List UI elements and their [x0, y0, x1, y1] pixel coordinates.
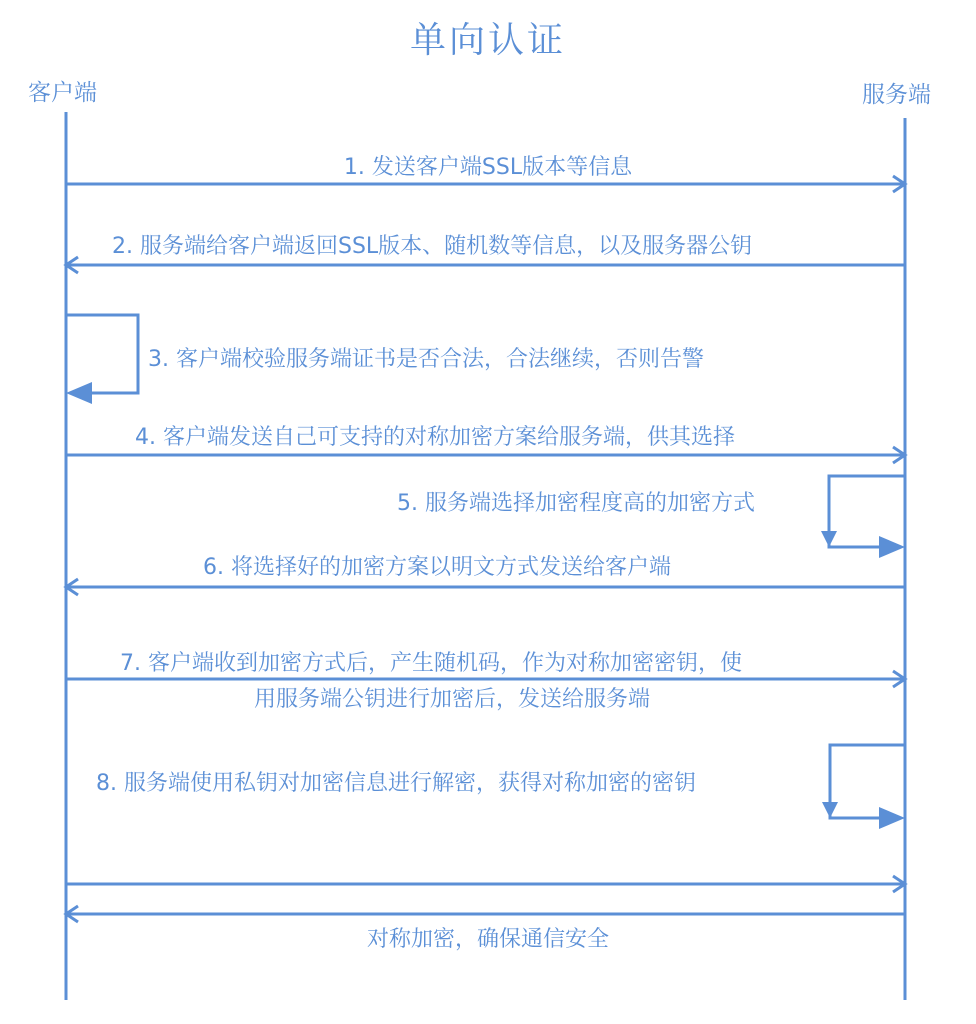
step-6-label: 6. 将选择好的加密方案以明文方式发送给客户端 — [203, 555, 671, 580]
step-1-label: 1. 发送客户端SSL版本等信息 — [343, 155, 633, 180]
step-7-label-line-2: 用服务端公钥进行加密后，发送给服务端 — [254, 687, 651, 712]
client-participant-label: 客户端 — [28, 80, 97, 106]
arrowhead-step-5-filled — [821, 531, 837, 547]
self-loop-step-5 — [829, 476, 905, 547]
step-3-label: 3. 客户端校验服务端证书是否合法，合法继续，否则告警 — [148, 347, 704, 372]
server-participant-label: 服务端 — [862, 82, 931, 108]
step-4-label: 4. 客户端发送自己可支持的对称加密方案给服务端，供其选择 — [135, 425, 735, 450]
step-5-label: 5. 服务端选择加密程度高的加密方式 — [397, 491, 755, 516]
arrowhead-step-8 — [879, 807, 905, 829]
step-2-label: 2. 服务端给客户端返回SSL版本、随机数等信息，以及服务器公钥 — [112, 234, 753, 259]
self-loop-step-3 — [66, 315, 138, 393]
step-7-label-line-1: 7. 客户端收到加密方式后，产生随机码，作为对称加密密钥，使 — [120, 651, 742, 676]
secure-communication-label: 对称加密，确保通信安全 — [366, 927, 609, 952]
self-loop-step-8 — [830, 745, 905, 818]
step-8-label: 8. 服务端使用私钥对加密信息进行解密，获得对称加密的密钥 — [96, 771, 696, 796]
diagram-title: 单向认证 — [409, 20, 566, 61]
arrowhead-step-8-filled — [822, 802, 838, 818]
arrowhead-step-3 — [66, 382, 92, 404]
arrowhead-step-5 — [879, 536, 905, 558]
